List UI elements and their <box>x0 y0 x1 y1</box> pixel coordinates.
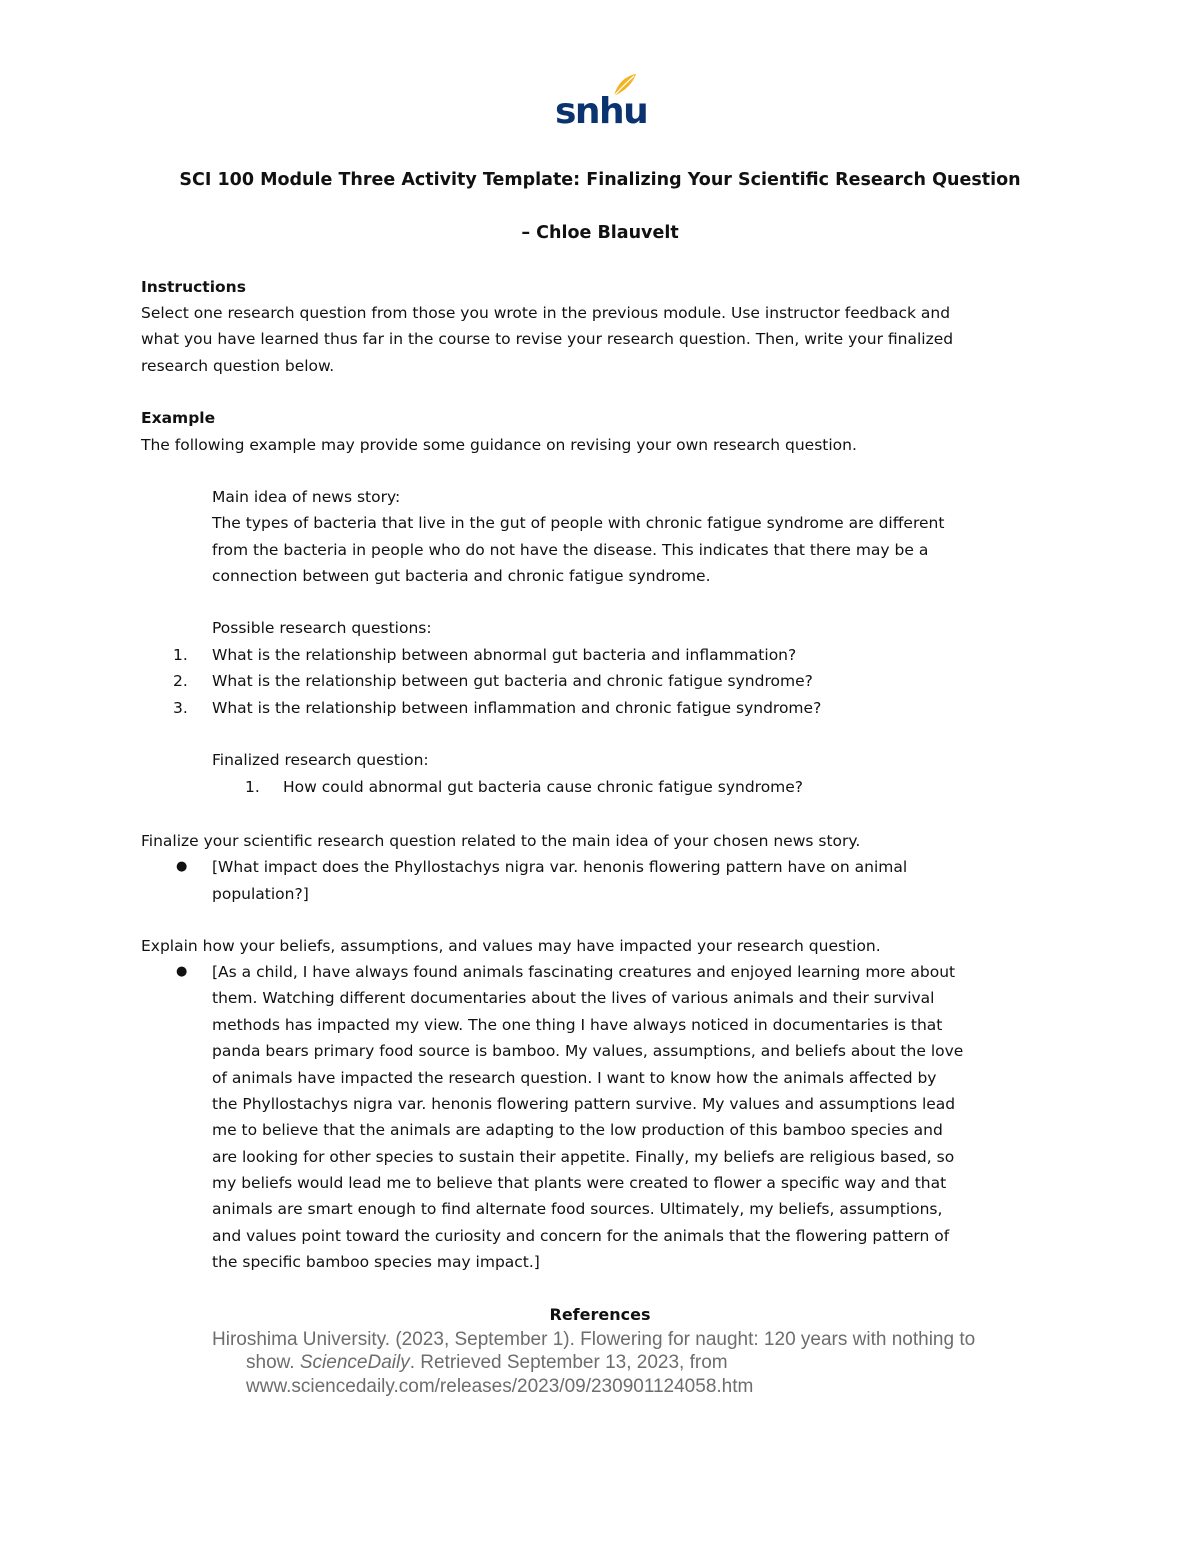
explain-answer-line: [As a child, I have always found animals fascinating creatures and enjoyed learning more about <box>212 963 956 981</box>
main-idea-line: from the bacteria in people who do not have the disease. This indicates that there may be a <box>212 541 929 559</box>
example-heading: Example <box>141 409 216 427</box>
possible-question: What is the relationship between gut bacteria and chronic fatigue syndrome? <box>212 672 813 690</box>
author-name: – Chloe Blauvelt <box>521 223 679 243</box>
list-number: 3. <box>173 699 188 717</box>
explain-answer-line: the Phyllostachys nigra var. henonis flowering pattern survive. My values and assumptions lead <box>212 1095 956 1113</box>
finalize-answer-line: population?] <box>212 885 309 903</box>
instructions-heading: Instructions <box>141 278 246 296</box>
explain-answer-line: them. Watching different documentaries about the lives of various animals and their survival <box>212 989 935 1007</box>
possible-question: What is the relationship between abnormal gut bacteria and inflammation? <box>212 646 797 664</box>
reference-text: . Retrieved September 13, 2023, from <box>409 1352 728 1373</box>
reference-url: www.sciencedaily.com/releases/2023/09/230901124058.htm <box>246 1376 754 1397</box>
instructions-line: Select one research question from those you wrote in the previous module. Use instructor feedback and <box>141 304 951 322</box>
possible-questions-label: Possible research questions: <box>212 619 432 637</box>
explain-answer-line: methods has impacted my view. The one thing I have always noticed in documentaries is that <box>212 1016 943 1034</box>
list-number: 1. <box>173 646 188 664</box>
reference-text: show. <box>246 1352 300 1373</box>
example-intro: The following example may provide some guidance on revising your own research question. <box>141 436 857 454</box>
finalize-prompt: Finalize your scientific research question related to the main idea of your chosen news story. <box>141 832 861 850</box>
explain-answer-line: and values point toward the curiosity and concern for the animals that the flowering pattern of <box>212 1227 950 1245</box>
possible-question: What is the relationship between inflammation and chronic fatigue syndrome? <box>212 699 822 717</box>
main-idea-line: connection between gut bacteria and chronic fatigue syndrome. <box>212 567 711 585</box>
explain-answer-line: of animals have impacted the research question. I want to know how the animals affected by <box>212 1069 937 1087</box>
finalized-question-label: Finalized research question: <box>212 751 429 769</box>
finalize-answer-line: [What impact does the Phyllostachys nigra var. henonis flowering pattern have on animal <box>212 858 908 876</box>
main-idea-line: The types of bacteria that live in the gut of people with chronic fatigue syndrome are different <box>212 514 945 532</box>
finalized-question: How could abnormal gut bacteria cause chronic fatigue syndrome? <box>283 778 804 796</box>
explain-answer-line: my beliefs would lead me to believe that plants were created to flower a specific way and that <box>212 1174 947 1192</box>
bullet-icon: ● <box>176 859 188 874</box>
bullet-icon: ● <box>176 964 188 979</box>
explain-answer-line: the specific bamboo species may impact.] <box>212 1253 540 1271</box>
reference-line <box>246 1351 728 1375</box>
instructions-line: what you have learned thus far in the course to revise your research question. Then, write your finalized <box>141 330 954 348</box>
reference-journal: ScienceDaily <box>299 1352 410 1373</box>
snhu-logo <box>555 72 648 136</box>
explain-prompt: Explain how your beliefs, assumptions, and values may have impacted your research question. <box>141 937 881 955</box>
explain-answer-line: are looking for other species to sustain their appetite. Finally, my beliefs are religious based, so <box>212 1148 955 1166</box>
explain-answer-line: panda bears primary food source is bamboo. My values, assumptions, and beliefs about the love <box>212 1042 964 1060</box>
list-number: 2. <box>173 672 188 690</box>
references-heading: References <box>549 1305 651 1324</box>
document-title: SCI 100 Module Three Activity Template: Finalizing Your Scientific Research Question <box>179 170 1021 190</box>
explain-answer-line: me to believe that the animals are adapting to the low production of this bamboo species and <box>212 1121 943 1139</box>
reference-line: Hiroshima University. (2023, September 1). Flowering for naught: 120 years with nothing to <box>212 1329 976 1350</box>
instructions-line: research question below. <box>141 357 335 375</box>
explain-answer-line: animals are smart enough to find alternate food sources. Ultimately, my beliefs, assumptions, <box>212 1200 943 1218</box>
logo-wordmark: snhu <box>555 91 648 132</box>
list-number: 1. <box>245 778 260 796</box>
main-idea-label: Main idea of news story: <box>212 488 401 506</box>
